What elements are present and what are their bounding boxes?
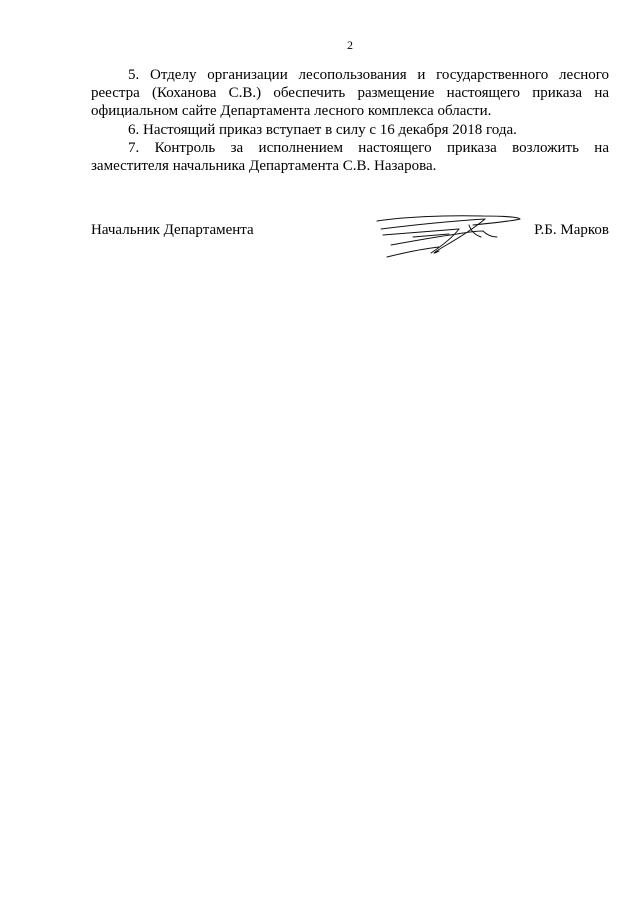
paragraph-6: 6. Настоящий приказ вступает в силу с 16 декабря 2018 года. [128,121,517,138]
paragraph-5: 5. Отделу организации лесопользования и государственного лесного реестра (Коханова С.В.) обеспечить размещение настоящего приказа на официальном сайте Департамента лесного комплекса области. [91,67,609,120]
signature-block [91,205,609,265]
handwritten-signature [373,207,523,263]
document-body [91,66,609,175]
signatory-role: Начальник Департамента [91,222,254,238]
page-number: 2 [347,38,353,52]
paragraph-7: 7. Контроль за исполнением настоящего приказа возложить на заместителя начальника Департамента С.В. Назарова. [91,139,609,175]
signatory-name: Р.Б. Марков [534,222,609,238]
